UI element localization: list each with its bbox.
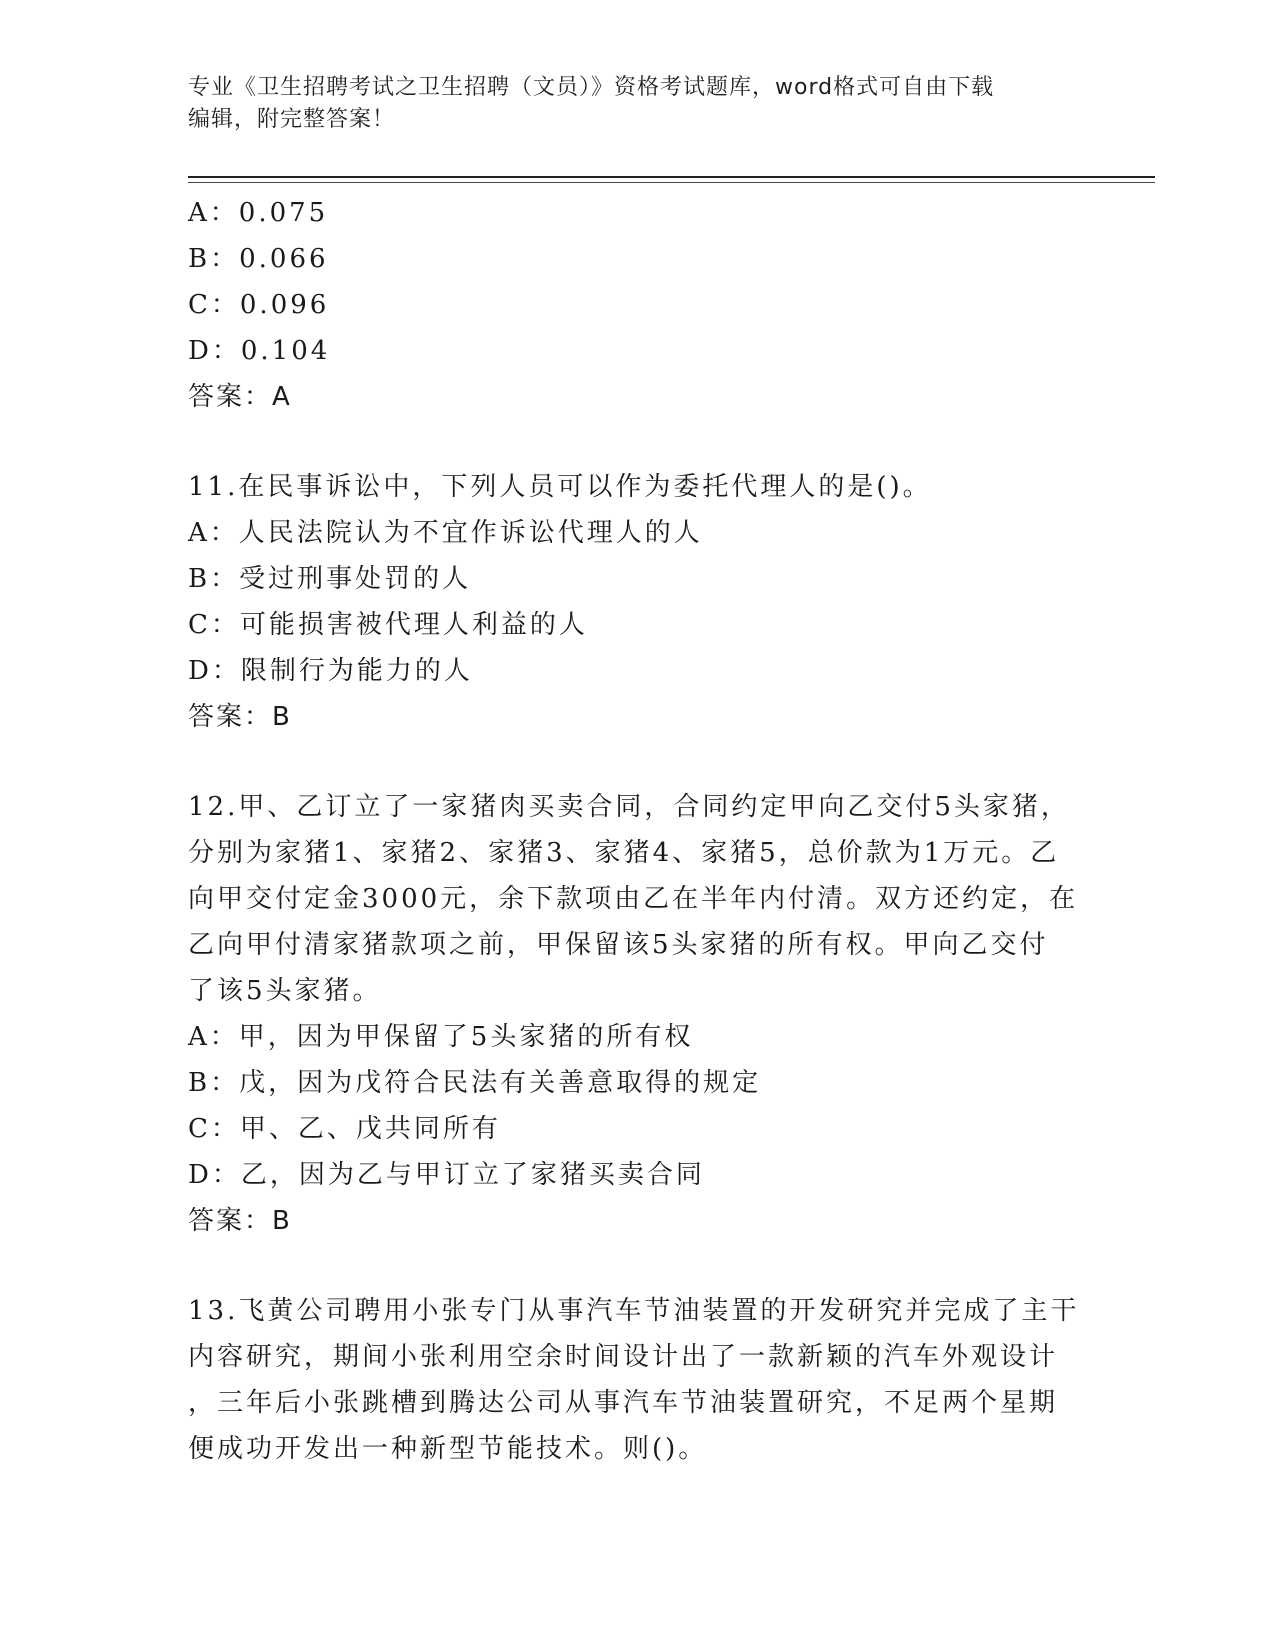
answer-line: 答案：B <box>188 702 292 732</box>
answer-line: 答案：B <box>188 1206 292 1236</box>
question-10-options <box>188 190 1088 420</box>
option-c: C：甲、乙、戊共同所有 <box>188 1114 501 1144</box>
question-11 <box>188 464 1088 740</box>
option-a: A：0.075 <box>188 198 329 228</box>
header-line-2: 编辑，附完整答案！ <box>188 107 396 132</box>
answer-line: 答案：A <box>188 382 292 412</box>
option-d: D：乙，因为乙与甲订立了家猪买卖合同 <box>188 1160 705 1190</box>
header-divider-thick <box>188 176 1155 178</box>
question-stem-line: 内容研究，期间小张利用空余时间设计出了一款新颖的汽车外观设计 <box>188 1342 1059 1372</box>
header-line-1: 专业《卫生招聘考试之卫生招聘（文员）》资格考试题库，word格式可自由下载 <box>188 75 995 100</box>
option-c: C：可能损害被代理人利益的人 <box>188 610 588 640</box>
question-stem-line: 分别为家猪1、家猪2、家猪3、家猪4、家猪5，总价款为1万元。乙 <box>188 838 1060 868</box>
question-content <box>188 190 1088 1472</box>
option-b: B：0.066 <box>188 244 329 274</box>
question-stem: 11.在民事诉讼中，下列人员可以作为委托代理人的是()。 <box>188 472 932 502</box>
option-a: A：人民法院认为不宜作诉讼代理人的人 <box>188 518 703 548</box>
question-12 <box>188 784 1088 1244</box>
option-c: C：0.096 <box>188 290 330 320</box>
question-stem-line: 了该5头家猪。 <box>188 976 382 1006</box>
question-stem-line: 13.飞黄公司聘用小张专门从事汽车节油装置的开发研究并完成了主干 <box>188 1296 1080 1326</box>
question-13 <box>188 1288 1088 1472</box>
question-stem-line: 12.甲、乙订立了一家猪肉买卖合同，合同约定甲向乙交付5头家猪， <box>188 792 1070 822</box>
header-divider-thin <box>188 182 1155 183</box>
option-b: B：戊，因为戊符合民法有关善意取得的规定 <box>188 1068 762 1098</box>
question-stem-line: ，三年后小张跳槽到腾达公司从事汽车节油装置研究，不足两个星期 <box>188 1388 1059 1418</box>
option-d: D：0.104 <box>188 336 331 366</box>
question-stem-line: 便成功开发出一种新型节能技术。则()。 <box>188 1434 708 1464</box>
question-stem-line: 向甲交付定金3000元，余下款项由乙在半年内付清。双方还约定，在 <box>188 884 1079 914</box>
page-header <box>188 72 1068 136</box>
option-d: D：限制行为能力的人 <box>188 656 473 686</box>
option-a: A：甲，因为甲保留了5头家猪的所有权 <box>188 1022 694 1052</box>
question-stem-line: 乙向甲付清家猪款项之前，甲保留该5头家猪的所有权。甲向乙交付 <box>188 930 1049 960</box>
option-b: B：受过刑事处罚的人 <box>188 564 472 594</box>
